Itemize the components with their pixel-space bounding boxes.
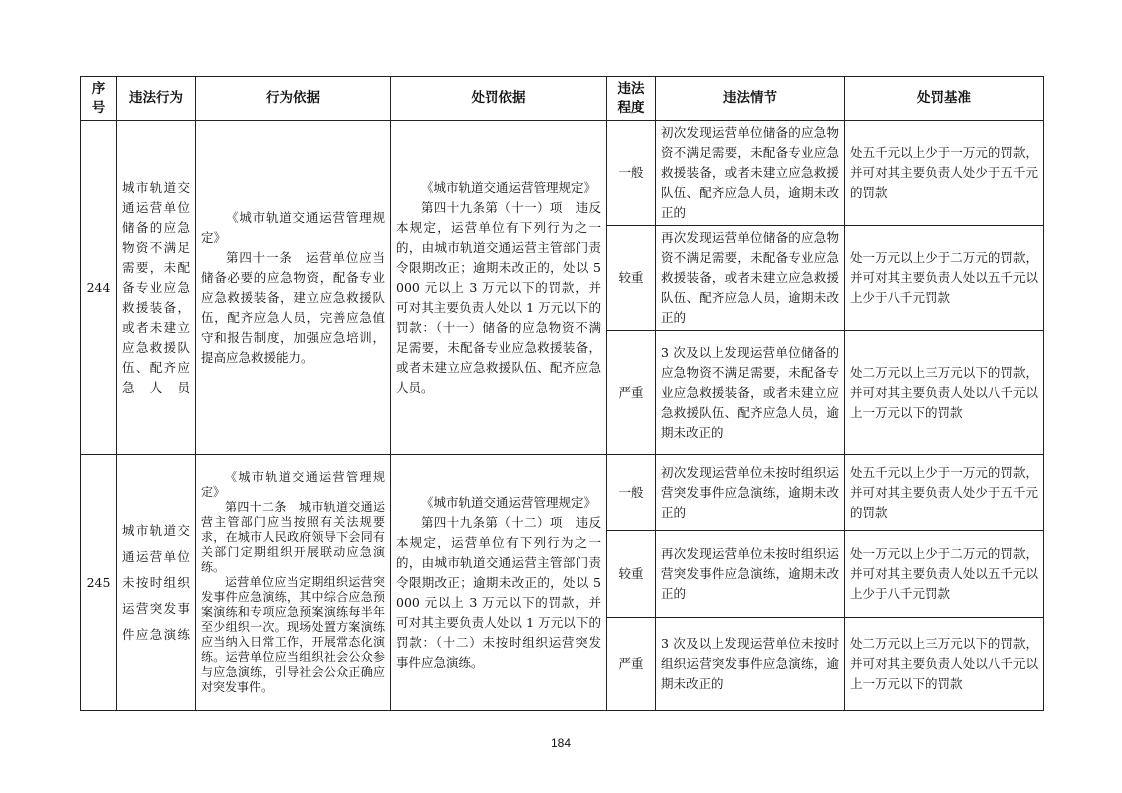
penalty-standards-table (80, 76, 1044, 711)
table-row (81, 121, 1044, 226)
header-violation-degree: 违法程度 (607, 77, 656, 121)
header-violation: 违法行为 (117, 77, 196, 121)
degree-severe: 严重 (607, 331, 656, 455)
basis-article: 第四十二条 城市轨道交通运营主管部门应当按照有关法规要求，在城市人民政府领导下会同有关部门定期组织开展联动应急演练。 (201, 500, 385, 574)
header-violation-circumstance: 违法情节 (656, 77, 845, 121)
row-number: 245 (81, 455, 117, 711)
basis-title: 《城市轨道交通运营管理规定》 (201, 209, 385, 245)
penalty-article: 第四十九条第（十一）项 违反本规定，运营单位有下列行为之一的，由城市轨道交通运营主管部门责令限期改正；逾期未改正的，处以 5000 元以上 3 万元以下的罚款，并可对其主要负责人处以 1 万元以下的罚款：（十一）储备的应急物资不满足需要，未配备专业应急救援装备，或者未建立应急救援队伍、配齐应急人员。 (396, 199, 601, 395)
table-header-row (81, 77, 1044, 121)
header-behavior-basis: 行为依据 (196, 77, 391, 121)
standard-general: 处五千元以上少于一万元的罚款，并可对其主要负责人处少于五千元的罚款 (845, 121, 1044, 226)
basis-article: 第四十一条 运营单位应当储备必要的应急物资，配备专业应急救援装备，建立应急救援队伍，配齐应急人员，完善应急值守和报告制度，加强应急培训，提高应急救援能力。 (201, 249, 385, 365)
penalty-article: 第四十九条第（十二）项 违反本规定，运营单位有下列行为之一的，由城市轨道交通运营主管部门责令限期改正；逾期未改正的，处以 5000 元以上 3 万元以下的罚款，并可对其主要负责人处以 1 万元以下的罚款：（十二）未按时组织运营突发事件应急演练。 (396, 514, 601, 670)
violation-text: 城市轨道交通运营单位储备的应急物资不满足需要，未配备专业应急救援装备，或者未建立应急救援队伍、配齐应急人员 (117, 121, 196, 455)
degree-general: 一般 (607, 121, 656, 226)
standard-serious: 处一万元以上少于二万元的罚款，并可对其主要负责人处以五千元以上少于八千元罚款 (845, 531, 1044, 618)
degree-serious: 较重 (607, 531, 656, 618)
header-penalty-standard: 处罚基准 (845, 77, 1044, 121)
circumstance-serious: 再次发现运营单位储备的应急物资不满足需要，未配备专业应急救援装备，或者未建立应急救援队伍、配齐应急人员，逾期未改正的 (656, 226, 845, 331)
header-serial-number: 序号 (81, 77, 117, 121)
circumstance-general: 初次发现运营单位储备的应急物资不满足需要，未配备专业应急救援装备，或者未建立应急救援队伍、配齐应急人员，逾期未改正的 (656, 121, 845, 226)
penalty-basis (391, 121, 607, 455)
header-penalty-basis: 处罚依据 (391, 77, 607, 121)
circumstance-serious: 再次发现运营单位未按时组织运营突发事件应急演练，逾期未改正的 (656, 531, 845, 618)
penalty-basis (391, 455, 607, 711)
standard-general: 处五千元以上少于一万元的罚款，并可对其主要负责人处少于五千元的罚款 (845, 455, 1044, 531)
degree-severe: 严重 (607, 618, 656, 711)
circumstance-general: 初次发现运营单位未按时组织运营突发事件应急演练，逾期未改正的 (656, 455, 845, 531)
basis-title: 《城市轨道交通运营管理规定》 (201, 470, 385, 499)
degree-serious: 较重 (607, 226, 656, 331)
standard-severe: 处二万元以上三万元以下的罚款，并可对其主要负责人处以八千元以上一万元以下的罚款 (845, 618, 1044, 711)
row-number: 244 (81, 121, 117, 455)
penalty-title: 《城市轨道交通运营管理规定》 (421, 179, 597, 195)
table-row (81, 455, 1044, 531)
behavior-basis (196, 121, 391, 455)
page-number: 184 (550, 736, 572, 750)
penalty-title: 《城市轨道交通运营管理规定》 (421, 494, 597, 510)
standard-serious: 处一万元以上少于二万元的罚款，并可对其主要负责人处以五千元以上少于八千元罚款 (845, 226, 1044, 331)
basis-paragraph: 运营单位应当定期组织运营突发事件应急演练，其中综合应急预案演练和专项应急预案演练每半年至少组织一次。现场处置方案演练应当纳入日常工作，开展常态化演练。运营单位应当组织社会公众参与应急演练，引导社会公众正确应对突发事件。 (201, 575, 385, 694)
violation-text: 城市轨道交通运营单位未按时组织运营突发事件应急演练 (117, 455, 196, 711)
standard-severe: 处二万元以上三万元以下的罚款，并可对其主要负责人处以八千元以上一万元以下的罚款 (845, 331, 1044, 455)
degree-general: 一般 (607, 455, 656, 531)
behavior-basis (196, 455, 391, 711)
circumstance-severe: 3 次及以上发现运营单位储备的应急物资不满足需要，未配备专业应急救援装备，或者未建立应急救援队伍、配齐应急人员，逾期未改正的 (656, 331, 845, 455)
circumstance-severe: 3 次及以上发现运营单位未按时组织运营突发事件应急演练，逾期未改正的 (656, 618, 845, 711)
